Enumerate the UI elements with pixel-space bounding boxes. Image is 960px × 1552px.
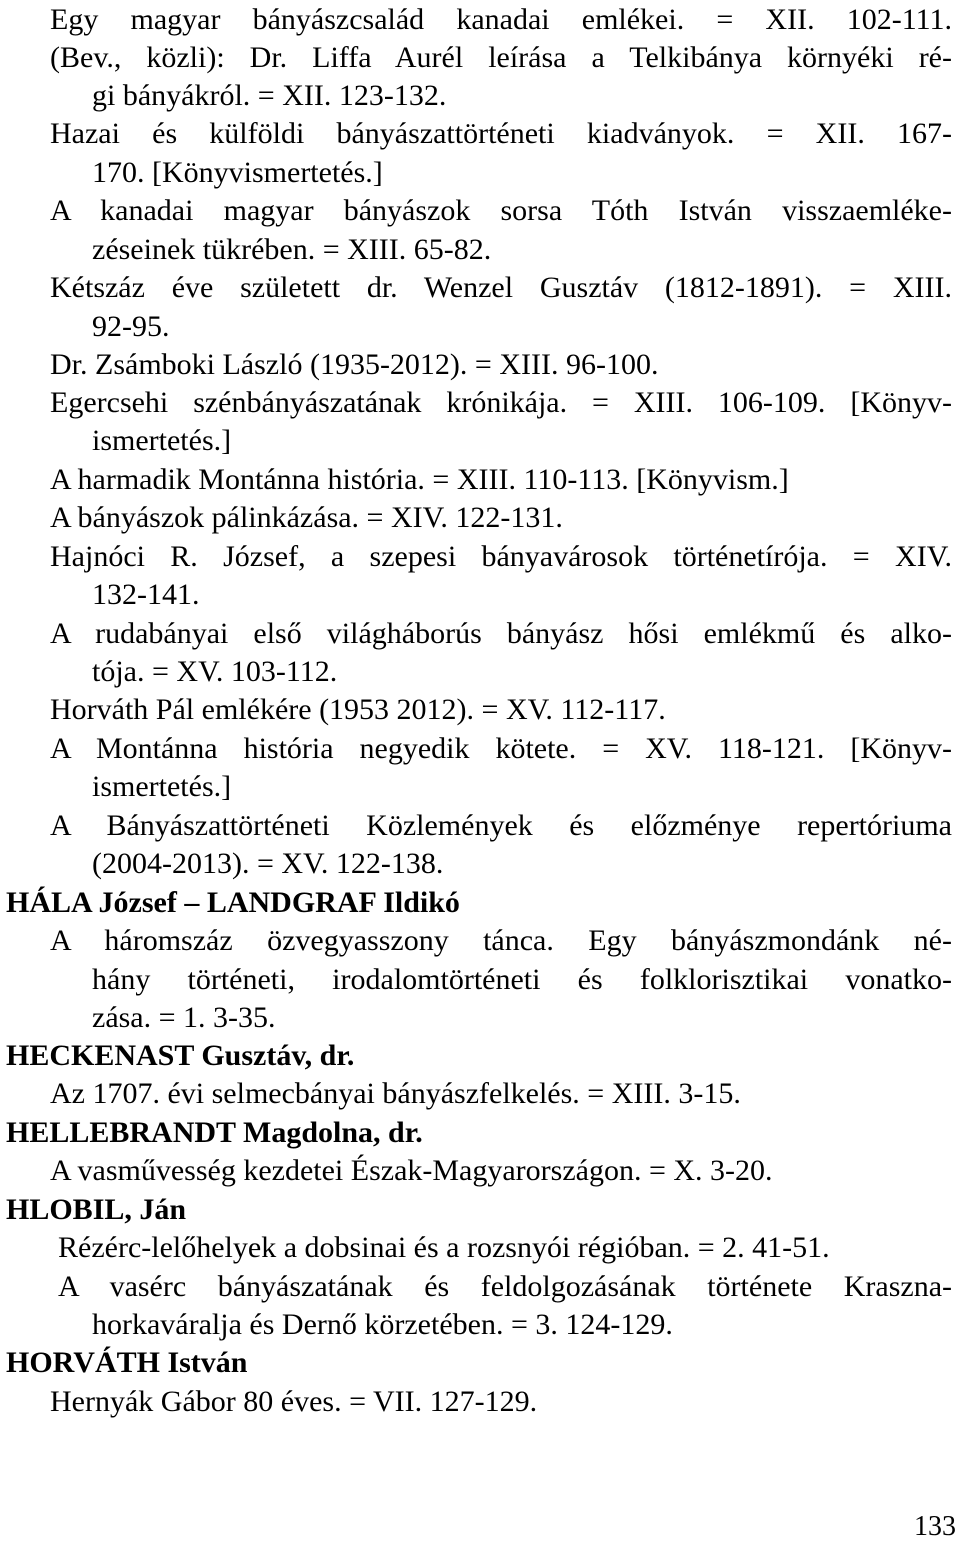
entry-line: Hajnóci R. József, a szepesi bányavárosok történetírója. = XIV. (50, 540, 952, 573)
entry-line: zása. = 1. 3-35. (92, 1001, 276, 1034)
entry-line: Az 1707. évi selmecbányai bányászfelkelés. = XIII. 3-15. (50, 1077, 741, 1110)
entry-line: hány történeti, irodalomtörténeti és folklorisztikai vonatko- (92, 963, 952, 996)
author-heading: HECKENAST Gusztáv, dr. (6, 1039, 355, 1072)
entry-line: 132-141. (92, 578, 200, 611)
entry-line: tója. = XV. 103-112. (92, 655, 338, 688)
entry-line: A Montánna história negyedik kötete. = XV. 118-121. [Könyv- (50, 732, 952, 765)
author-heading: HORVÁTH István (6, 1346, 248, 1379)
entry-line: A bányászok pálinkázása. = XIV. 122-131. (50, 501, 563, 534)
entry-line: A harmadik Montánna história. = XIII. 110-113. [Könyvism.] (50, 463, 789, 496)
entry-line: Kétszáz éve született dr. Wenzel Gusztáv (1812-1891). = XIII. (50, 271, 952, 304)
entry-line: A rudabányai első világháborús bányász hősi emlékmű és alko- (50, 617, 952, 650)
entry-line: A kanadai magyar bányászok sorsa Tóth István visszaemléke- (50, 194, 952, 227)
entry-line: 170. [Könyvismertetés.] (92, 156, 383, 189)
entry-line: gi bányákról. = XII. 123-132. (92, 79, 447, 112)
page-number: 133 (914, 1511, 956, 1542)
entry-line: ismertetés.] (92, 424, 232, 457)
entry-line: horkaváralja és Dernő körzetében. = 3. 124-129. (92, 1308, 673, 1341)
author-heading: HELLEBRANDT Magdolna, dr. (6, 1116, 423, 1149)
entry-line: (2004-2013). = XV. 122-138. (92, 847, 444, 880)
entry-line: Hernyák Gábor 80 éves. = VII. 127-129. (50, 1385, 538, 1418)
entry-line: zéseinek tükrében. = XIII. 65-82. (92, 233, 492, 266)
entry-line: 92-95. (92, 310, 170, 343)
entry-line: Dr. Zsámboki László (1935-2012). = XIII. 96-100. (50, 348, 659, 381)
author-heading: HLOBIL, Ján (6, 1193, 187, 1226)
entry-line: Egy magyar bányászcsalád kanadai emlékei. = XII. 102-111. (50, 3, 952, 36)
entry-line: A Bányászattörténeti Közlemények és előzménye repertóriuma (50, 809, 952, 842)
entry-line: A háromszáz özvegyasszony tánca. Egy bányászmondánk né- (50, 924, 952, 957)
entry-line: Rézérc-lelőhelyek a dobsinai és a rozsnyói régióban. = 2. 41-51. (58, 1231, 830, 1264)
entry-line: A vasművesség kezdetei Észak-Magyarországon. = X. 3-20. (50, 1154, 773, 1187)
entry-line: (Bev., közli): Dr. Liffa Aurél leírása a Telkibánya környéki ré- (50, 41, 952, 74)
author-heading: HÁLA József – LANDGRAF Ildikó (6, 886, 460, 919)
entry-line: ismertetés.] (92, 770, 232, 803)
entry-line: A vasérc bányászatának és feldolgozásának története Kraszna- (58, 1270, 952, 1303)
entry-line: Egercsehi szénbányászatának krónikája. = XIII. 106-109. [Könyv- (50, 386, 952, 419)
entry-line: Horváth Pál emlékére (1953 2012). = XV. 112-117. (50, 693, 666, 726)
entry-line: Hazai és külföldi bányászattörténeti kiadványok. = XII. 167- (50, 117, 952, 150)
